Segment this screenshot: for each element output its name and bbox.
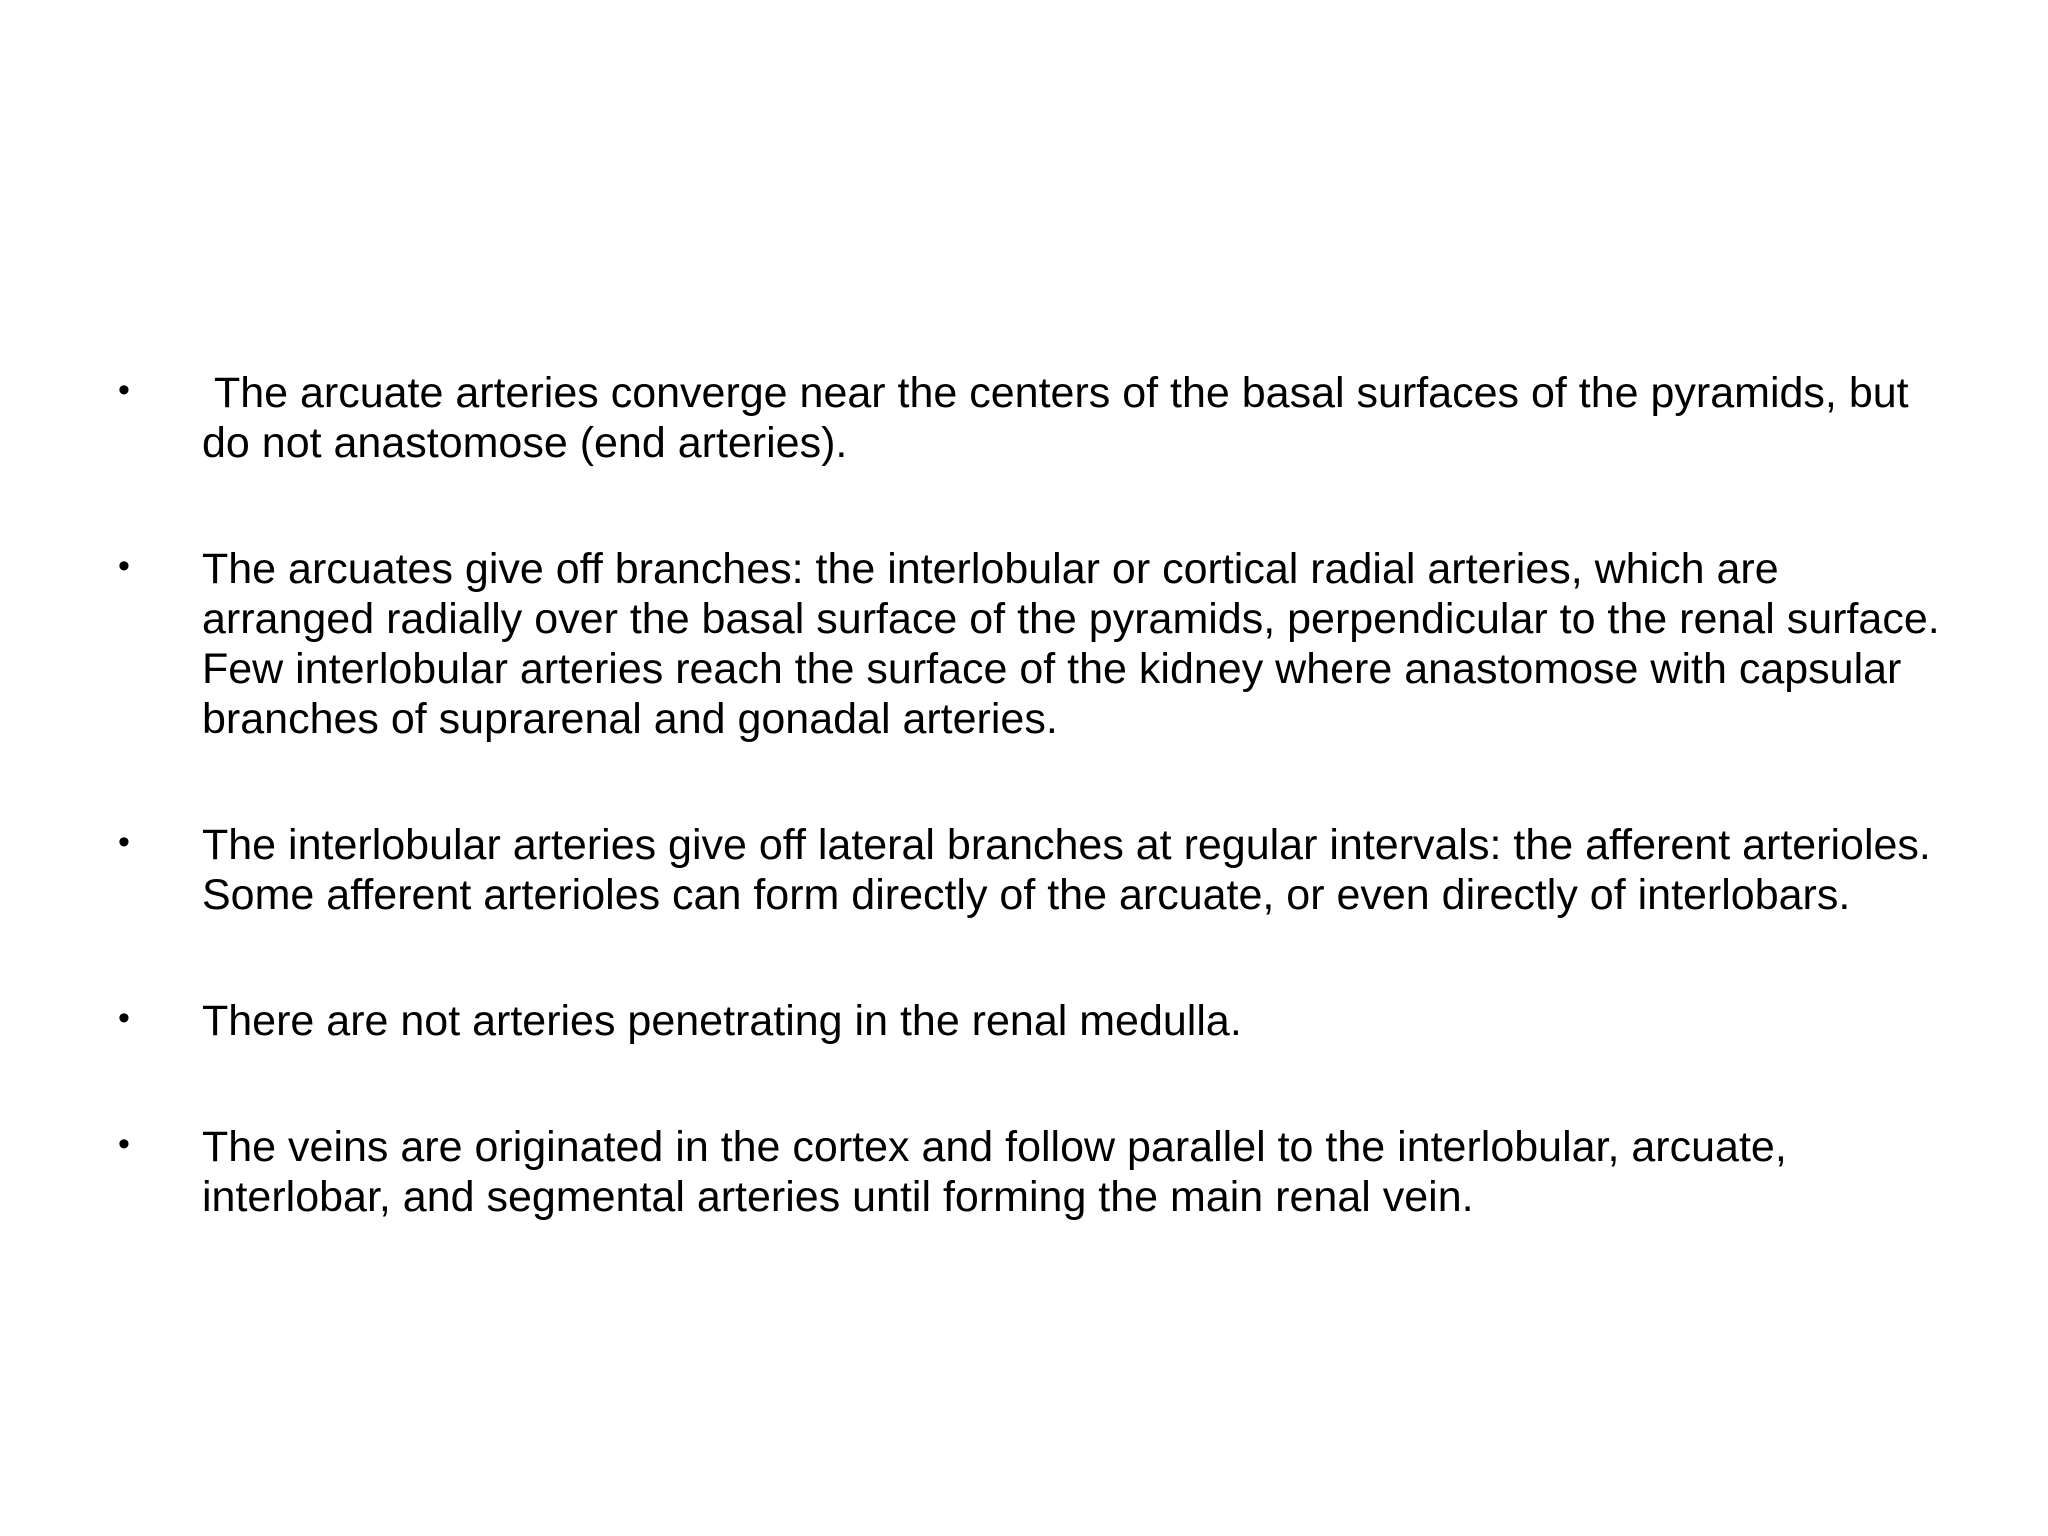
bullet-dot-icon: • (118, 999, 130, 1037)
bullet-text: The arcuates give off branches: the interlobular or cortical radial arteries, which are arranged radially over the basal surface of the pyramids, perpendicular to the renal surface. Few interlobular arteries reach the surface of the kidney where anastomose with capsular branches of suprarenal and gonadal arteries. (202, 545, 1940, 743)
bullet-dot-icon: • (118, 547, 130, 585)
bullet-text: The interlobular arteries give off lateral branches at regular intervals: the afferent arterioles. Some afferent arterioles can form directly of the arcuate, or even directly of interlobars. (202, 821, 1931, 919)
bullet-item (118, 544, 1958, 744)
bullet-text: The veins are originated in the cortex and follow parallel to the interlobular, arcuate, interlobar, and segmental arteries until forming the main renal vein. (202, 1123, 1787, 1221)
bullet-text: There are not arteries penetrating in the renal medulla. (202, 997, 1242, 1045)
bullet-item (118, 1122, 1958, 1222)
bullet-item (118, 996, 1958, 1046)
bullet-item (118, 820, 1958, 920)
bullet-dot-icon: • (118, 1125, 130, 1163)
bullet-list (118, 368, 1958, 1222)
bullet-dot-icon: • (118, 823, 130, 861)
bullet-text: The arcuate arteries converge near the centers of the basal surfaces of the pyramids, but do not anastomose (end arteries). (202, 369, 1921, 467)
bullet-dot-icon: • (118, 371, 130, 409)
bullet-item (118, 368, 1958, 468)
